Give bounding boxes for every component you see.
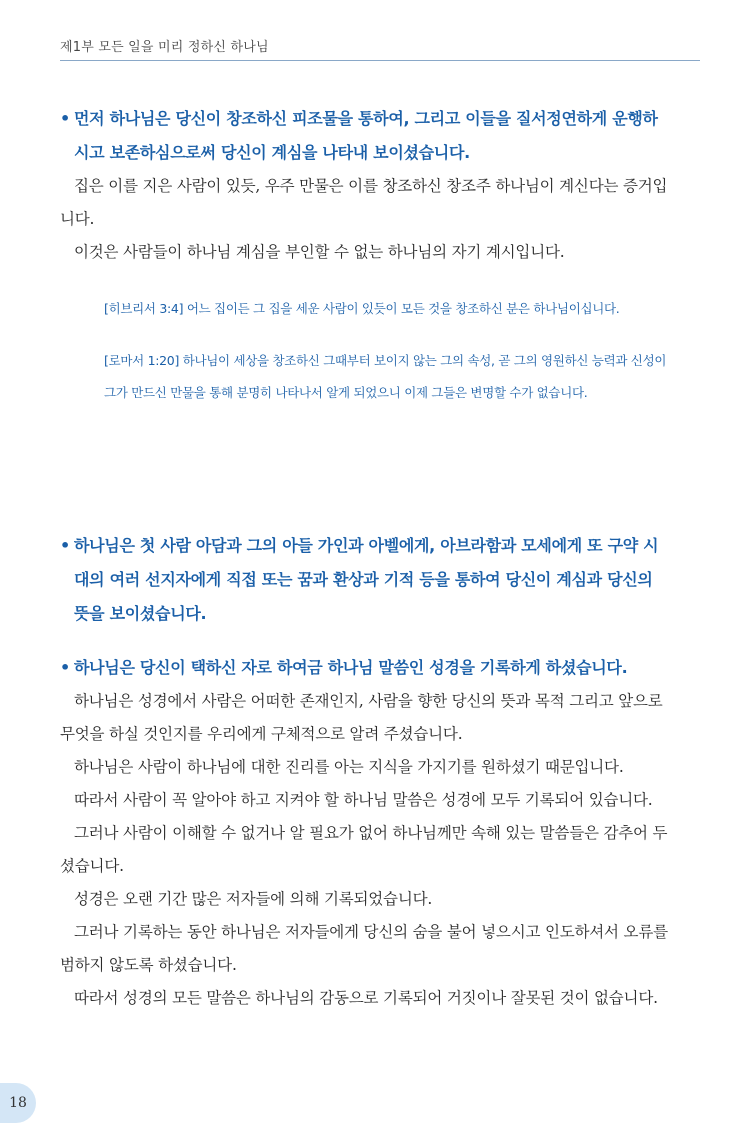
page-number: 18 — [0, 1083, 36, 1123]
paragraph: 따라서 성경의 모든 말씀은 하나님의 감동으로 기록되어 거짓이나 잘못된 것이 없습니다. — [74, 989, 658, 1007]
bullet-dot-icon: • — [60, 109, 70, 128]
paragraph: 성경은 오랜 기간 많은 저자들에 의해 기록되었습니다. — [74, 890, 433, 908]
bullet-heading-1 — [60, 102, 668, 170]
paragraph: 하나님은 사람이 하나님에 대한 진리를 아는 지식을 가지기를 원하셨기 때문입니다. — [74, 758, 624, 776]
bullet-dot-icon: • — [60, 658, 70, 677]
header-divider — [60, 60, 700, 61]
paragraph: 그러나 기록하는 동안 하나님은 저자들에게 당신의 숨을 불어 넣으시고 인도하셔서 오류를 범하지 않도록 하셨습니다. — [60, 923, 668, 974]
scripture-quote: [로마서 1:20] 하나님이 세상을 창조하신 그때부터 보이지 않는 그의 속성, 곧 그의 영원하신 능력과 신성이 그가 만드신 만물을 통해 분명히 나타나서 알게 되었으니 이제 그들은 변명할 수가 없습니다. — [104, 353, 667, 400]
running-header: 제1부 모든 일을 미리 정하신 하나님 — [60, 40, 269, 55]
paragraph: 따라서 사람이 꼭 알아야 하고 지켜야 할 하나님 말씀은 성경에 모두 기록되어 있습니다. — [74, 791, 653, 809]
paragraph: 집은 이를 지은 사람이 있듯, 우주 만물은 이를 창조하신 창조주 하나님이 계신다는 증거입니다. — [60, 177, 668, 228]
paragraph: 이것은 사람들이 하나님 계심을 부인할 수 없는 하나님의 자기 계시입니다. — [74, 243, 565, 261]
page-body — [60, 102, 668, 1015]
paragraph: 하나님은 성경에서 사람은 어떠한 존재인지, 사람을 향한 당신의 뜻과 목적 그리고 앞으로 무엇을 하실 것인지를 우리에게 구체적으로 알려 주셨습니다. — [60, 692, 663, 743]
bullet-heading-2 — [60, 529, 668, 631]
paragraph: 그러나 사람이 이해할 수 없거나 알 필요가 없어 하나님께만 속해 있는 말씀들은 감추어 두셨습니다. — [60, 824, 668, 875]
bullet-text: 먼저 하나님은 당신이 창조하신 피조물을 통하여, 그리고 이들을 질서정연하게 운행하시고 보존하심으로써 당신이 계심을 나타내 보이셨습니다. — [74, 109, 658, 162]
bullet-text: 하나님은 당신이 택하신 자로 하여금 하나님 말씀인 성경을 기록하게 하셨습니다. — [74, 658, 628, 677]
bullet-text: 하나님은 첫 사람 아담과 그의 아들 가인과 아벨에게, 아브라함과 모세에게 또 구약 시대의 여러 선지자에게 직접 또는 꿈과 환상과 기적 등을 통하여 당신이 계심과 당신의 뜻을 보이셨습니다. — [74, 536, 659, 623]
bullet-heading-3 — [60, 651, 668, 685]
bullet-dot-icon: • — [60, 536, 70, 555]
scripture-quote: [히브리서 3:4] 어느 집이든 그 집을 세운 사람이 있듯이 모든 것을 창조하신 분은 하나님이십니다. — [104, 301, 620, 316]
